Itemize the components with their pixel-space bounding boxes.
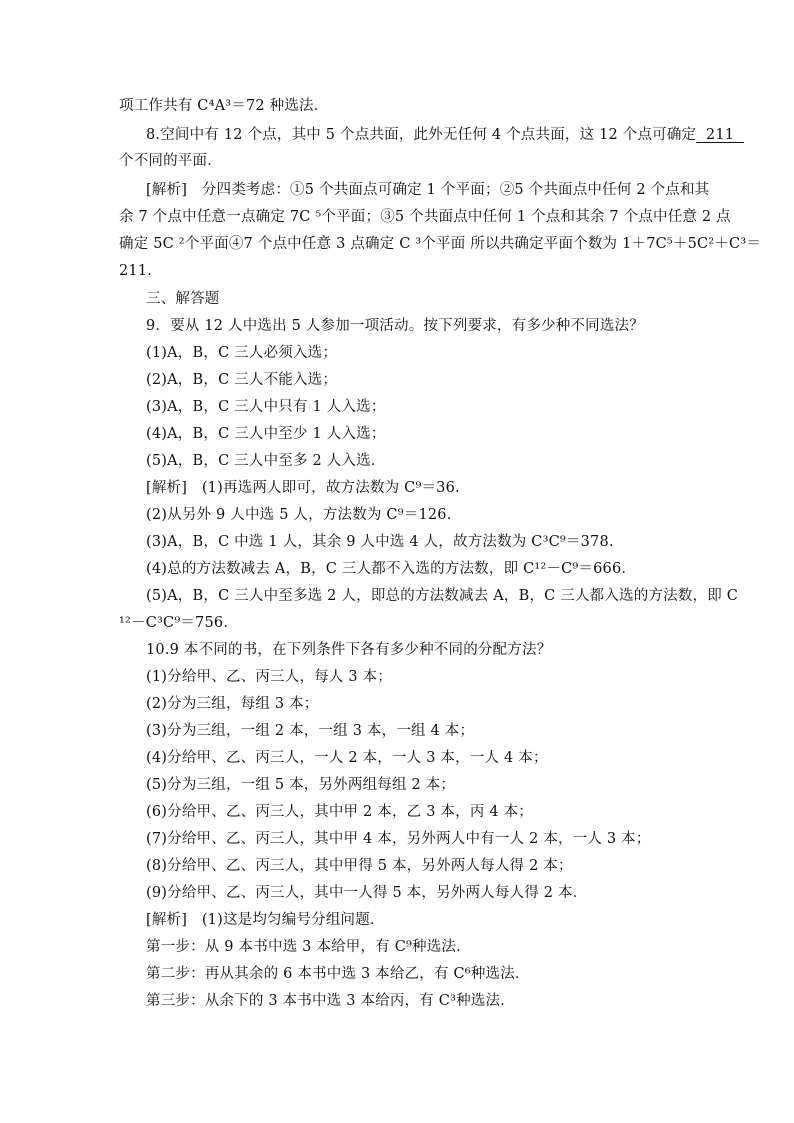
analysis-9-line-5: (5)A，B，C 三人中至多选 2 人，即总的方法数减去 A，B，C 三人都入选的方法数，即 C [146,588,739,604]
analysis-10-line-1: [解析] (1)这是均匀编号分组问题． [146,912,385,928]
analysis-9-line-1: [解析] (1)再选两人即可，故方法数为 C⁹＝36. [146,480,460,496]
question-8-line-2: 个不同的平面． [119,153,222,169]
question-10-part-6: (6)分给甲、乙、丙三人，其中甲 2 本，乙 3 本，丙 4 本； [146,804,533,820]
analysis-8-line-1: [解析] 分四类考虑：①5 个共面点可确定 1 个平面；②5 个共面点中任何 2 个点和其 [146,182,710,198]
analysis-8-line-3: 确定 5C ²个平面④7 个点中任意 3 点确定 C ³个平面 所以共确定平面个数为 1＋7C⁵＋5C²＋C³＝ [119,236,762,252]
analysis-10-step-1: 第一步：从 9 本书中选 3 本给甲，有 C⁹种选法． [146,939,471,955]
analysis-10-step-3: 第三步：从余下的 3 本书中选 3 本给丙，有 C³种选法． [146,993,515,1009]
text-line-1: 项工作共有 C⁴A³＝72 种选法． [119,98,329,114]
question-10-part-5: (5)分为三组，一组 5 本，另外两组每组 2 本； [146,777,456,793]
analysis-8-line-4: 211. [119,263,153,279]
question-9-part-4: (4)A，B，C 三人中至少 1 人入选； [146,426,386,442]
question-9-part-1: (1)A，B，C 三人必须入选； [146,345,338,361]
question-10-part-2: (2)分为三组，每组 3 本； [146,696,319,712]
question-9-part-5: (5)A，B，C 三人中至多 2 人入选． [146,453,386,469]
analysis-10-step-2: 第二步：再从其余的 6 本书中选 3 本给乙，有 C⁶种选法． [146,966,530,982]
question-10-stem: 10.9 本不同的书，在下列条件下各有多少种不同的分配方法？ [146,642,552,658]
question-10-part-1: (1)分给甲、乙、丙三人，每人 3 本； [146,669,392,685]
analysis-9-line-3: (3)A，B，C 中选 1 人，其余 9 人中选 4 人，故方法数为 C³C⁹＝378. [146,534,614,550]
analysis-9-line-6: ¹²－C³C⁹＝756. [119,615,229,631]
question-10-part-8: (8)分给甲、乙、丙三人，其中甲得 5 本，另外两人每人得 2 本； [146,858,573,874]
question-9-stem: 9．要从 12 人中选出 5 人参加一项活动。按下列要求，有多少种不同选法？ [146,318,644,334]
answer-211: 211 [705,127,735,143]
question-10-part-9: (9)分给甲、乙、丙三人，其中一人得 5 本，另外两人每人得 2 本． [146,885,588,901]
question-8-text: 8.空间中有 12 个点，其中 5 个点共面，此外无任何 4 个点共面，这 12 个点可确定 [146,127,697,143]
question-9-part-3: (3)A，B，C 三人中只有 1 人入选； [146,399,386,415]
analysis-9-line-4: (4)总的方法数减去 A，B，C 三人都不入选的方法数，即 C¹²－C⁹＝666. [146,561,627,577]
answer-211-blank [696,127,744,143]
analysis-8-line-2: 余 7 个点中任意一点确定 7C ⁵个平面；③5 个共面点中任何 1 个点和其余 7 个点中任意 2 点 [119,209,731,225]
question-10-part-7: (7)分给甲、乙、丙三人，其中甲 4 本，另外两人中有一人 2 本，一人 3 本； [146,831,651,847]
question-10-part-4: (4)分给甲、乙、丙三人，一人 2 本，一人 3 本，一人 4 本； [146,750,548,766]
question-8-line-1 [146,125,744,145]
section-heading: 三、解答题 [146,291,220,307]
question-10-part-3: (3)分为三组，一组 2 本，一组 3 本，一组 4 本； [146,723,475,739]
question-9-part-2: (2)A，B，C 三人不能入选； [146,372,338,388]
analysis-9-line-2: (2)从另外 9 人中选 5 人，方法数为 C⁹＝126. [146,507,452,523]
